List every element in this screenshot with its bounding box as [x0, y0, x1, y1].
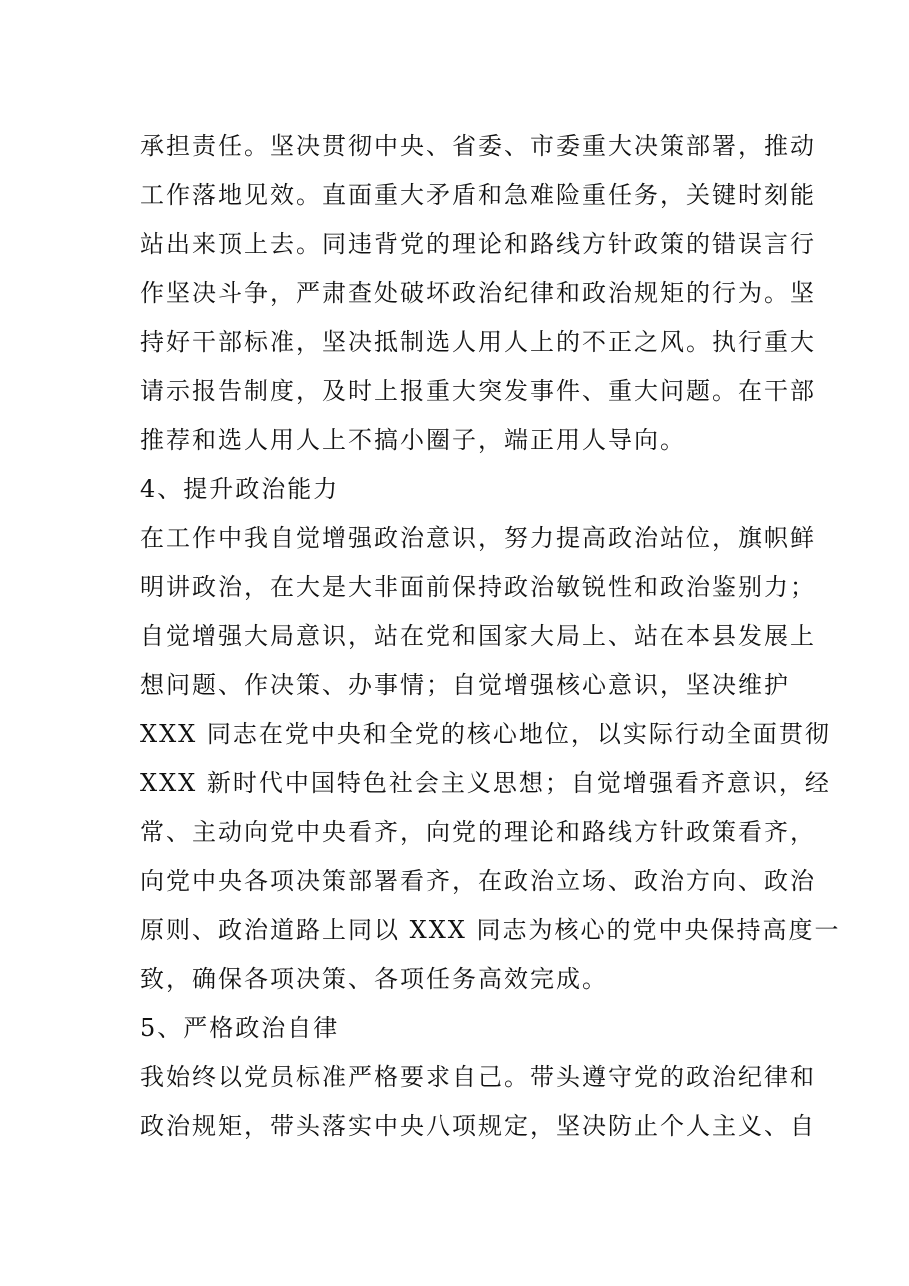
paragraph-line: 工作落地见效。直面重大矛盾和急难险重任务，关键时刻能: [140, 181, 816, 209]
paragraph-line: 推荐和选人用人上不搞小圈子，端正用人导向。: [140, 426, 686, 454]
paragraph-line: 自觉增强大局意识，站在党和国家大局上、站在本县发展上: [140, 622, 816, 650]
paragraph-line: 致，确保各项决策、各项任务高效完成。: [140, 965, 608, 993]
paragraph-line: 向党中央各项决策部署看齐，在政治立场、政治方向、政治: [140, 867, 816, 895]
section-heading-4: 4、提升政治能力: [140, 475, 340, 503]
paragraph-line: 政治规矩，带头落实中央八项规定，坚决防止个人主义、自: [140, 1112, 816, 1140]
paragraph-line: 持好干部标准，坚决抵制选人用人上的不正之风。执行重大: [140, 328, 816, 356]
document-body: [140, 122, 841, 1151]
paragraph-line: 在工作中我自觉增强政治意识，努力提高政治站位，旗帜鲜: [140, 524, 816, 552]
paragraph-line: 原则、政治道路上同以 XXX 同志为核心的党中央保持高度一: [140, 916, 841, 944]
paragraph-line: XXX 新时代中国特色社会主义思想；自觉增强看齐意识，经: [140, 769, 831, 797]
paragraph-line: XXX 同志在党中央和全党的核心地位，以实际行动全面贯彻: [140, 720, 831, 748]
paragraph-line: 我始终以党员标准严格要求自己。带头遵守党的政治纪律和: [140, 1063, 816, 1091]
paragraph-line: 作坚决斗争，严肃查处破坏政治纪律和政治规矩的行为。坚: [140, 279, 816, 307]
paragraph-line: 站出来顶上去。同违背党的理论和路线方针政策的错误言行: [140, 230, 816, 258]
paragraph-line: 请示报告制度，及时上报重大突发事件、重大问题。在干部: [140, 377, 816, 405]
section-heading-5: 5、严格政治自律: [140, 1014, 340, 1042]
paragraph-line: 想问题、作决策、办事情；自觉增强核心意识，坚决维护: [140, 671, 790, 699]
paragraph-line: 承担责任。坚决贯彻中央、省委、市委重大决策部署，推动: [140, 132, 816, 160]
paragraph-line: 明讲政治，在大是大非面前保持政治敏锐性和政治鉴别力；: [140, 573, 816, 601]
paragraph-line: 常、主动向党中央看齐，向党的理论和路线方针政策看齐，: [140, 818, 816, 846]
